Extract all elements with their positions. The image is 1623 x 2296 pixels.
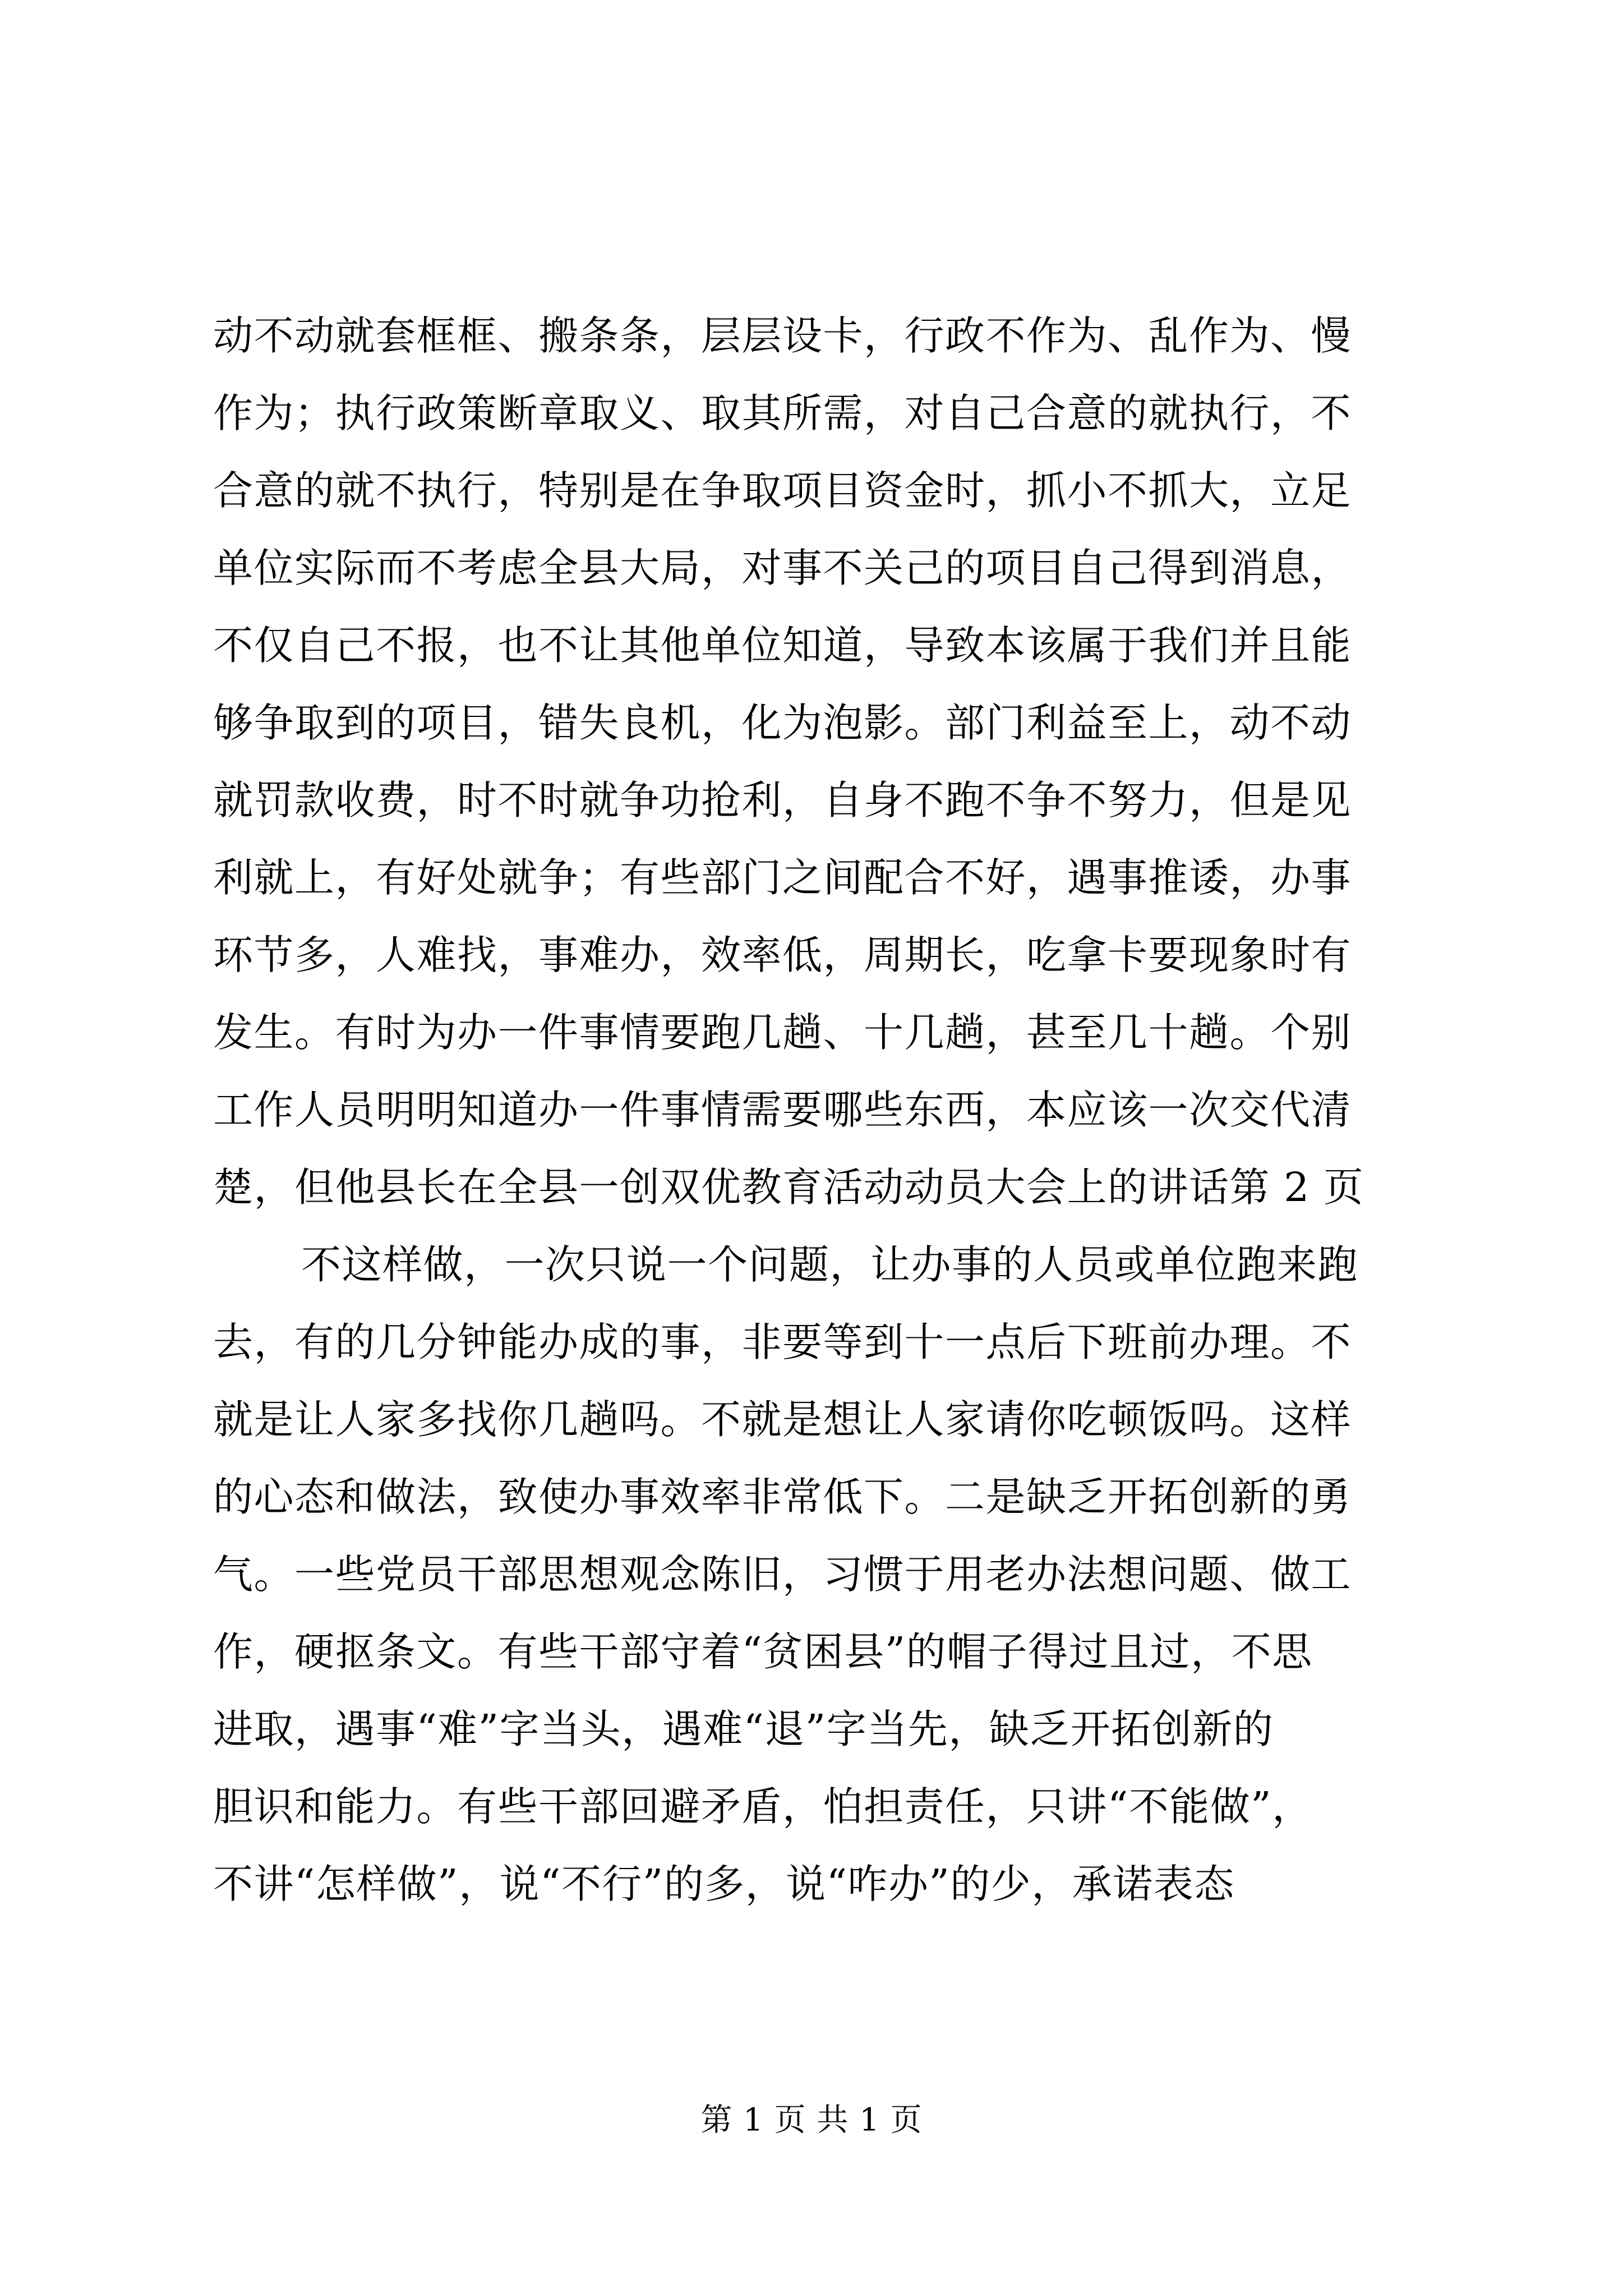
text-line: 不讲“怎样做”，说“不行”的多，说“咋办”的少，承诺表态 — [213, 1861, 1235, 1907]
text-line: 工作人员明明知道办一件事情需要哪些东西，本应该一次交代清 — [213, 1087, 1352, 1133]
text-line: 胆识和能力。有些干部回避矛盾，怕担责任，只讲“不能做”， — [213, 1783, 1313, 1830]
text-line: 的心态和做法，致使办事效率非常低下。二是缺乏开拓创新的勇 — [213, 1474, 1352, 1520]
text-line: 动不动就套框框、搬条条，层层设卡，行政不作为、乱作为、慢 — [213, 312, 1352, 359]
text-line: 作，硬抠条文。有些干部守着“贫困县”的帽子得过且过，不思 — [213, 1628, 1313, 1675]
text-line: 气。一些党员干部思想观念陈旧，习惯于用老办法想问题、做工 — [213, 1551, 1352, 1598]
text-line: 作为；执行政策断章取义、取其所需，对自己合意的就执行，不 — [213, 390, 1352, 436]
text-line: 楚，但他县长在全县一创双优教育活动动员大会上的讲话第 2 页 — [213, 1164, 1364, 1211]
text-line: 环节多，人难找，事难办，效率低，周期长，吃拿卡要现象时有 — [213, 932, 1352, 978]
text-line: 进取，遇事“难”字当头，遇难“退”字当先，缺乏开拓创新的 — [213, 1706, 1274, 1752]
body-text — [213, 297, 1413, 1923]
text-line: 合意的就不执行，特别是在争取项目资金时，抓小不抓大，立足 — [213, 467, 1352, 514]
text-line: 就罚款收费，时不时就争功抢利，自身不跑不争不努力，但是见 — [213, 777, 1352, 823]
text-line: 就是让人家多找你几趟吗。不就是想让人家请你吃顿饭吗。这样 — [213, 1396, 1352, 1443]
text-line: 够争取到的项目，错失良机，化为泡影。部门利益至上，动不动 — [213, 700, 1352, 746]
text-line: 发生。有时为办一件事情要跑几趟、十几趟，甚至几十趟。个别 — [213, 1009, 1352, 1056]
text-line: 去，有的几分钟能办成的事，非要等到十一点后下班前办理。不 — [213, 1319, 1352, 1365]
text-line: 单位实际而不考虑全县大局，对事不关己的项目自己得到消息， — [213, 545, 1352, 591]
text-line: 利就上，有好处就争；有些部门之间配合不好，遇事推诿，办事 — [213, 854, 1352, 901]
text-line: 不仅自己不报，也不让其他单位知道，导致本该属于我们并且能 — [213, 622, 1352, 669]
paragraph-start-line: 不这样做，一次只说一个问题，让办事的人员或单位跑来跑 — [301, 1241, 1359, 1288]
page-footer: 第 1 页 共 1 页 — [700, 2102, 923, 2138]
